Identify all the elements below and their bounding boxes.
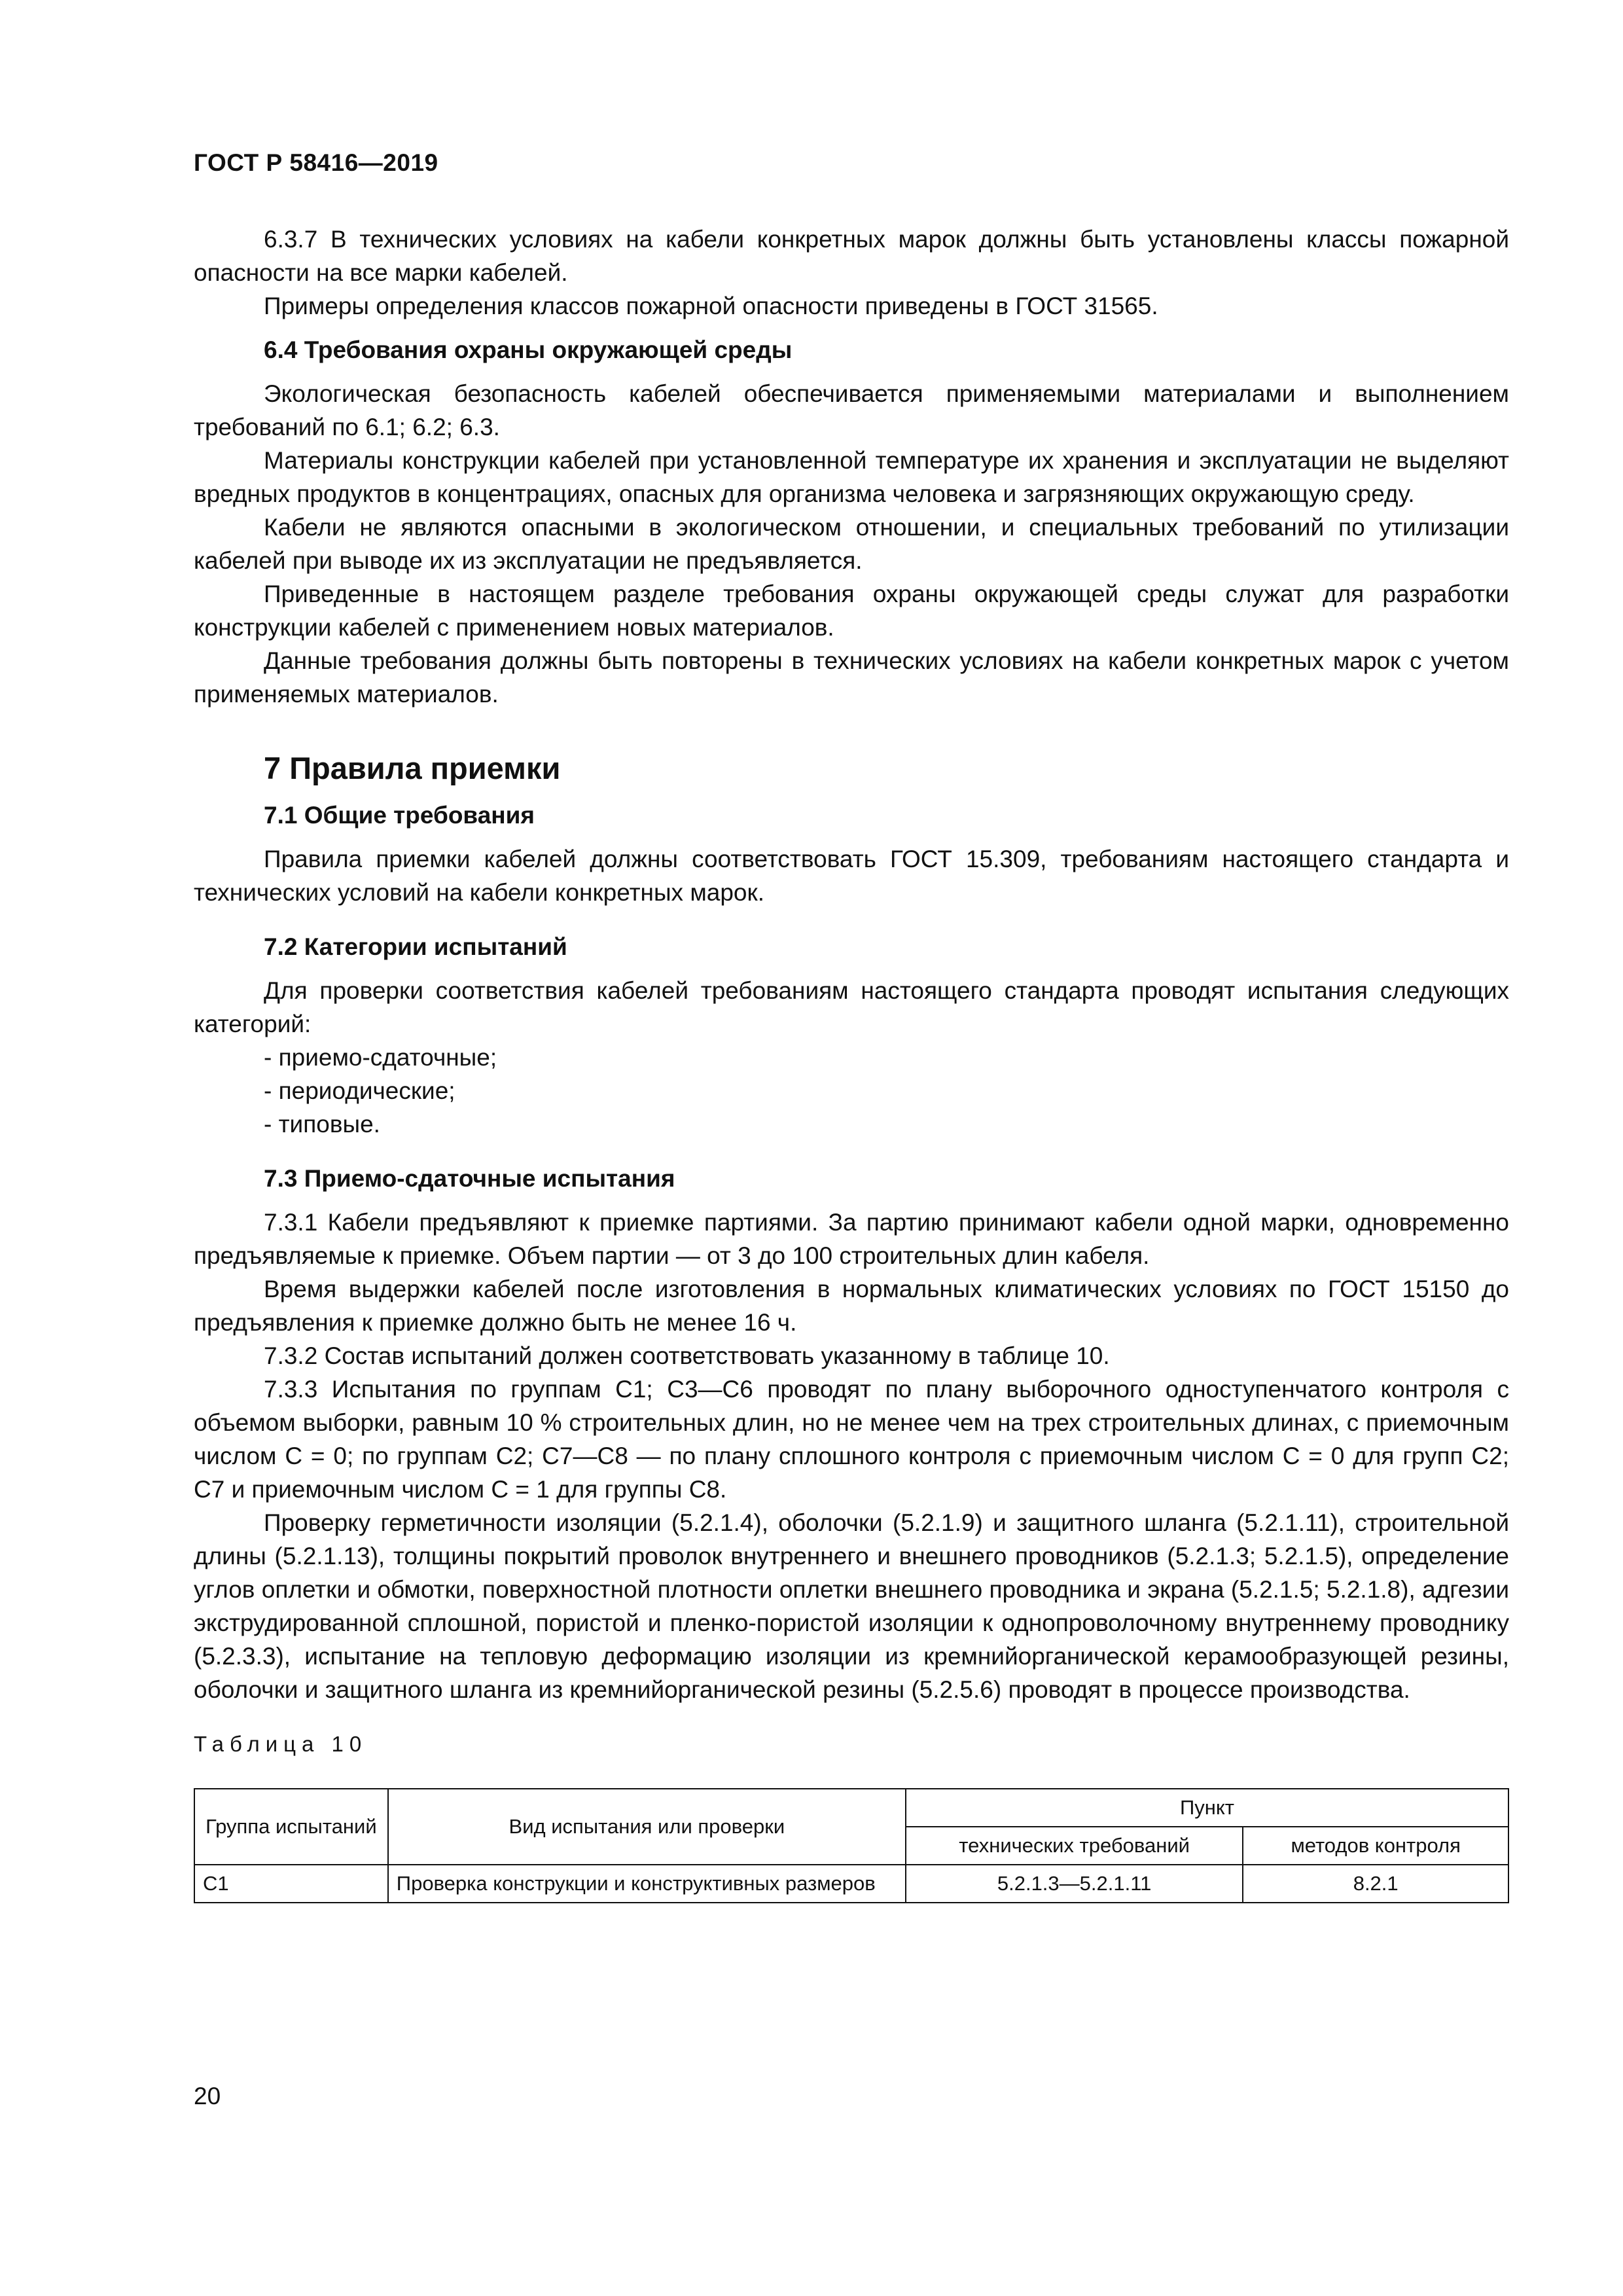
paragraph-7-3-2: 7.3.2 Состав испытаний должен соответствовать указанному в таблице 10. xyxy=(264,1342,1110,1369)
paragraph-6-4-2: Материалы конструкции кабелей при установленной температуре их хранения и эксплуатации не выделяют вредных продуктов в концентрациях, опасных для организма человека и загрязняющих окружающую среду. xyxy=(194,447,1509,507)
list-item: - типовые. xyxy=(264,1111,380,1138)
cell-tech: 5.2.1.3—5.2.1.11 xyxy=(906,1865,1243,1903)
table-10 xyxy=(194,1788,1509,1903)
paragraph-7-3-3-production: Проверку герметичности изоляции (5.2.1.4), оболочки (5.2.1.9) и защитного шланга (5.2.1.11), строительной длины (5.2.1.13), толщины покрытий проволок внутреннего и внешнего проводников (5.2.1.3; 5.2.1.5), определение углов оплетки и обмотки, поверхностной плотности оплетки внешнего проводника и экрана (5.2.1.5; 5.2.1.8), адгезии экструдированной сплошной, пористой и пленко-пористой изоляции к однопроволочному внутреннему проводнику (5.2.3.3), испытание на тепловую деформацию изоляции из кремнийорганической керамообразующей резины, оболочки и защитного шланга из кремнийорганической резины (5.2.5.6) проводят в процессе производства. xyxy=(194,1509,1509,1703)
paragraph-6-4-3: Кабели не являются опасными в экологическом отношении, и специальных требований по утилизации кабелей при выводе их из эксплуатации не предъявляется. xyxy=(194,514,1509,574)
paragraph-6-4-1: Экологическая безопасность кабелей обеспечивается применяемыми материалами и выполнением требований по 6.1; 6.2; 6.3. xyxy=(194,380,1509,440)
heading-7-2: 7.2 Категории испытаний xyxy=(264,933,567,960)
paragraph-7-3-3: 7.3.3 Испытания по группам С1; С3—С6 проводят по плану выборочного одноступенчатого контроля с объемом выборки, равным 10 % строительных длин, но не менее чем на трех строительных длинах, с приемочным числом С = 0; по группам С2; С7—С8 — по плану сплошного контроля с приемочным числом С = 0 для групп С2; С7 и приемочным числом С = 1 для группы С8. xyxy=(194,1376,1509,1503)
header-control-methods: методов контроля xyxy=(1243,1827,1508,1865)
table-caption: Таблица 10 xyxy=(194,1732,368,1756)
paragraph-7-3-1: 7.3.1 Кабели предъявляют к приемке партиями. За партию принимают кабели одной марки, одновременно предъявляемые к приемке. Объем партии — от 3 до 100 строительных длин кабеля. xyxy=(194,1209,1509,1269)
paragraph-6-4-5: Данные требования должны быть повторены в технических условиях на кабели конкретных марок с учетом применяемых материалов. xyxy=(194,647,1509,708)
heading-6-4: 6.4 Требования охраны окружающей среды xyxy=(264,336,793,363)
list-item: - периодические; xyxy=(264,1077,455,1104)
list-item: - приемо-сдаточные; xyxy=(264,1044,497,1071)
heading-7-1: 7.1 Общие требования xyxy=(264,802,535,829)
document-id: ГОСТ Р 58416—2019 xyxy=(194,149,438,176)
paragraph-6-3-7-examples: Примеры определения классов пожарной опасности приведены в ГОСТ 31565. xyxy=(264,293,1158,319)
cell-group: С1 xyxy=(194,1865,388,1903)
page-number: 20 xyxy=(194,2083,221,2109)
header-clause: Пункт xyxy=(906,1789,1508,1827)
document-body xyxy=(194,223,1509,1903)
heading-7: 7 Правила приемки xyxy=(264,751,561,785)
paragraph-6-4-4: Приведенные в настоящем разделе требования охраны окружающей среды служат для разработки конструкции кабелей с применением новых материалов. xyxy=(194,581,1509,641)
paragraph-7-2: Для проверки соответствия кабелей требованиям настоящего стандарта проводят испытания следующих категорий: xyxy=(194,977,1509,1037)
paragraph-6-3-7: 6.3.7 В технических условиях на кабели конкретных марок должны быть установлены классы пожарной опасности на все марки кабелей. xyxy=(194,226,1509,286)
paragraph-7-3-1-time: Время выдержки кабелей после изготовления в нормальных климатических условиях по ГОСТ 15150 до предъявления к приемке должно быть не менее 16 ч. xyxy=(194,1276,1509,1336)
cell-methods: 8.2.1 xyxy=(1243,1865,1508,1903)
header-test: Вид испытания или проверки xyxy=(388,1789,906,1865)
cell-test: Проверка конструкции и конструктивных размеров xyxy=(388,1865,906,1903)
header-tech-requirements: технических требований xyxy=(906,1827,1243,1865)
heading-7-3: 7.3 Приемо-сдаточные испытания xyxy=(264,1165,675,1192)
header-group: Группа испытаний xyxy=(194,1789,388,1865)
table-row xyxy=(194,1865,1508,1903)
paragraph-7-1: Правила приемки кабелей должны соответствовать ГОСТ 15.309, требованиям настоящего стандарта и технических условий на кабели конкретных марок. xyxy=(194,846,1509,906)
